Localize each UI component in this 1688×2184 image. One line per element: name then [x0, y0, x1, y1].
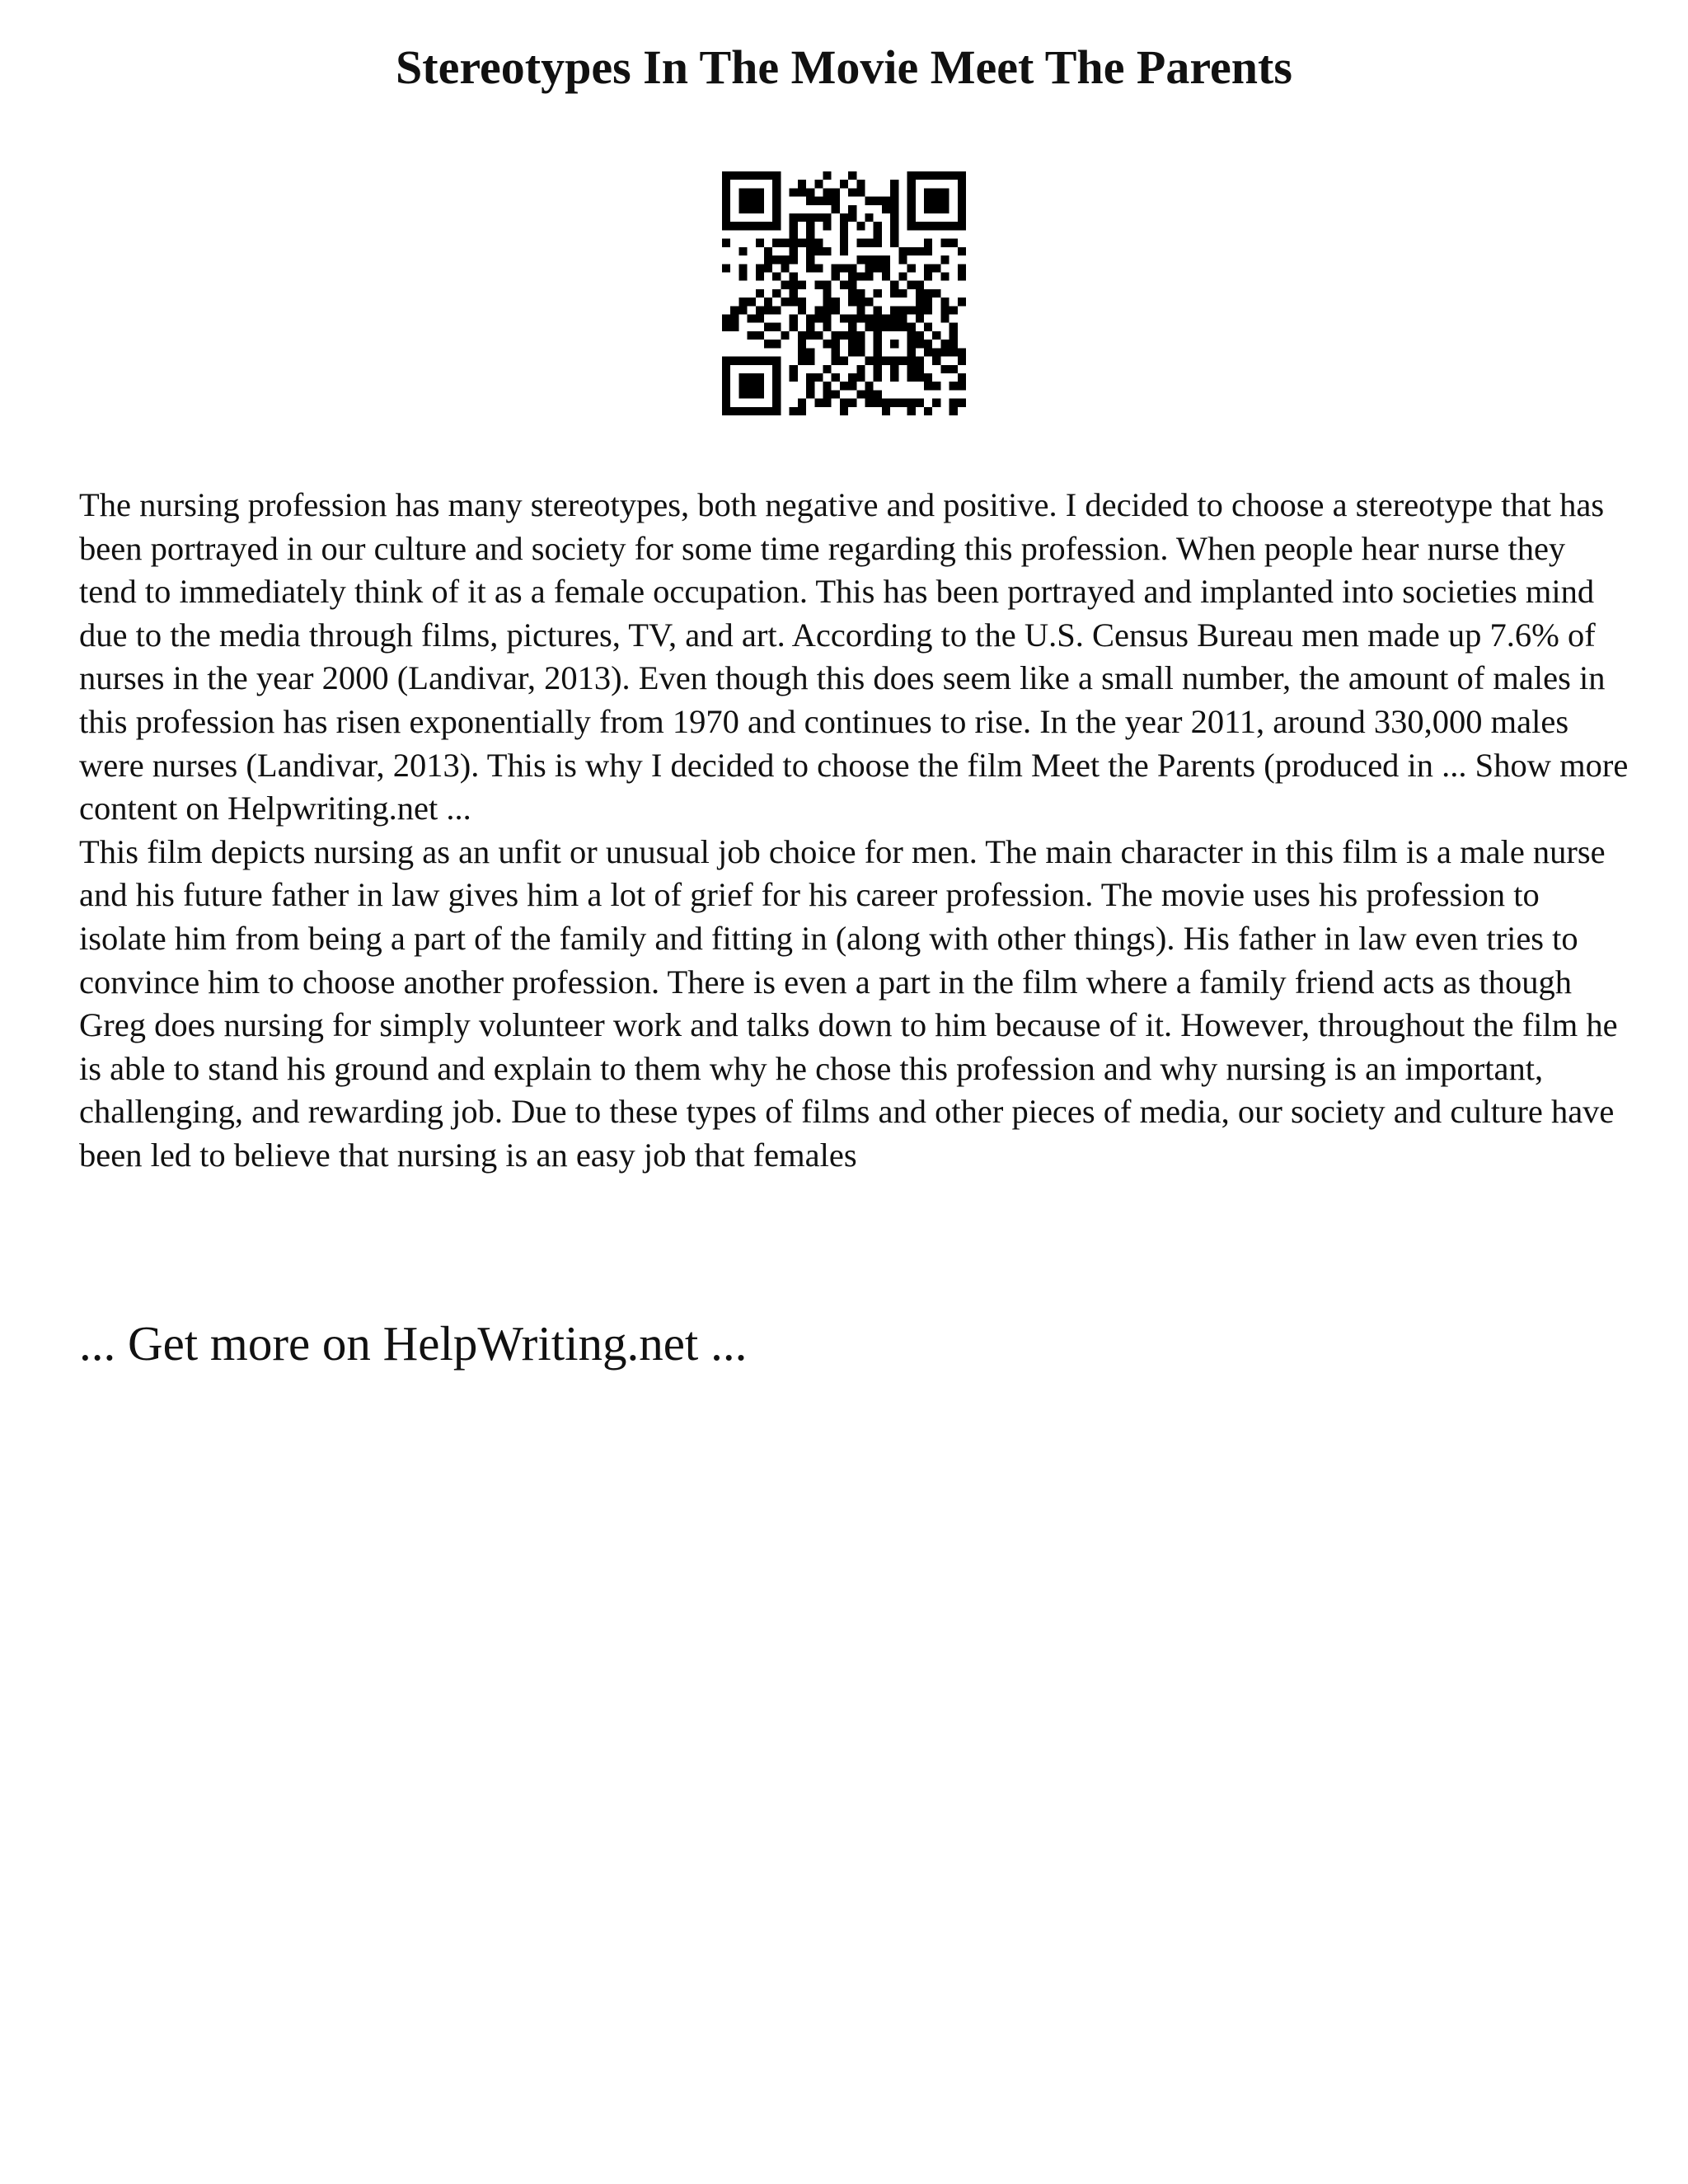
document-title: Stereotypes In The Movie Meet The Parents — [396, 40, 1292, 94]
body-paragraph-2: This film depicts nursing as an unfit or unusual job choice for men. The main character in this film is a male nurse and his future father in law gives him a lot of grief for his career profession. The movie uses his profession to isolate him from being a part of the family and fitting in (along with other things). His father in law even tries to convince him to choose another profession. There is even a part in the film where a family friend acts as though Greg does nursing for simply volunteer work and talks down to him because of it. However, throughout the film he is able to stand his ground and explain to them why he chose this profession and why nursing is an important, challenging, and rewarding job. Due to these types of films and other pieces of media, our society and culture have been led to believe that nursing is an easy job that females — [79, 832, 1618, 1174]
qr-code-icon — [722, 171, 966, 415]
body-paragraph-1: The nursing profession has many stereotypes, both negative and positive. I decided to choose a stereotype that has been portrayed in our culture and society for some time regarding this profession. When people hear nurse they tend to immediately think of it as a female occupation. This has been portrayed and implanted into societies mind due to the media through films, pictures, TV, and art. According to the U.S. Census Bureau men made up 7.6% of nurses in the year 2000 (Landivar, 2013). Even though this does seem like a small number, the amount of males in this profession has risen exponentially from 1970 and continues to rise. In the year 2011, around 330,000 males were nurses (Landivar, 2013). This is why I decided to choose the film Meet the Parents (produced in ... Show more content on Helpwriting.net ... — [79, 486, 1629, 827]
get-more-link[interactable]: ... Get more on HelpWriting.net ... — [79, 1316, 748, 1371]
document-body — [79, 484, 1629, 1178]
